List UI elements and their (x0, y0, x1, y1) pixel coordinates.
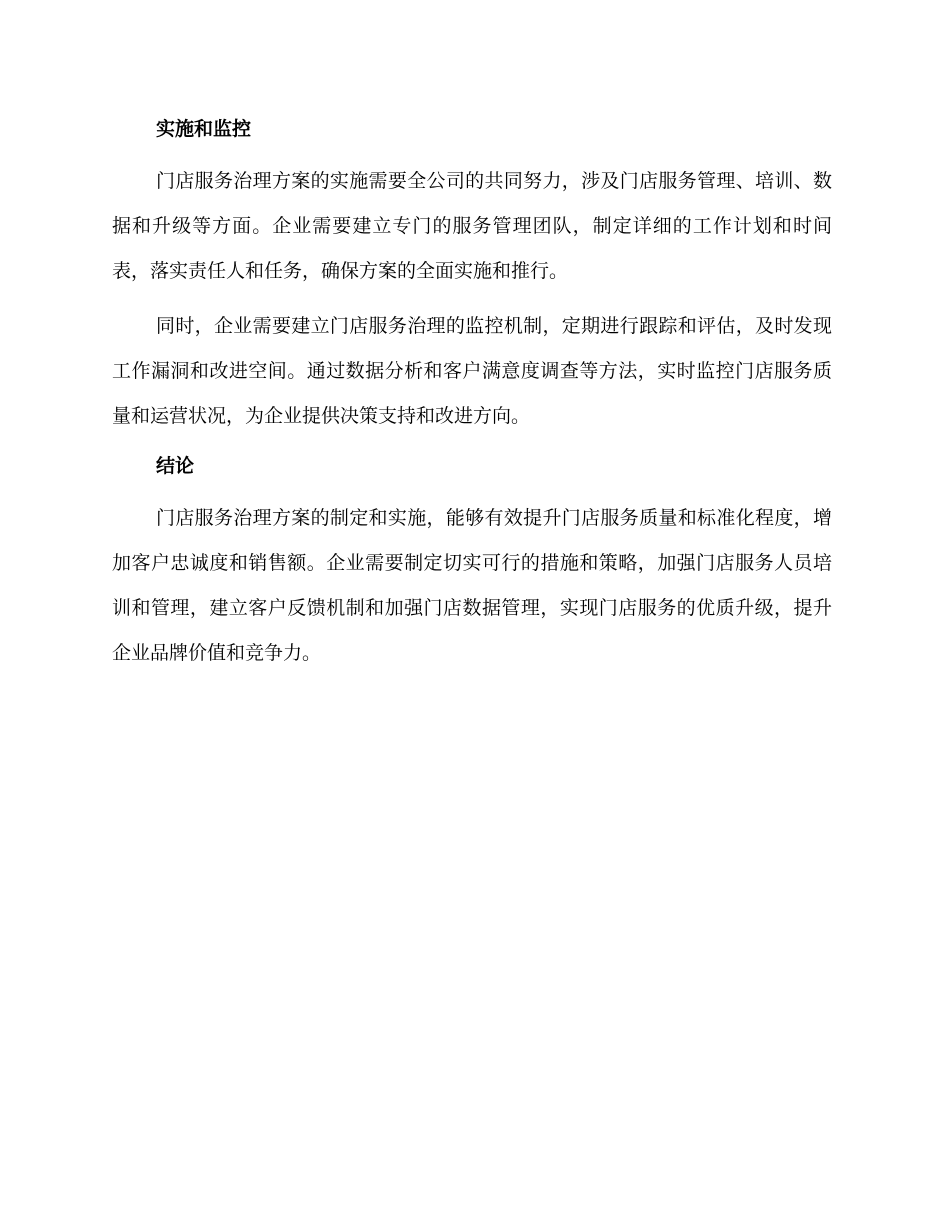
document-page (112, 112, 832, 686)
section-heading-conclusion: 结论 (156, 455, 195, 477)
section-heading-implementation: 实施和监控 (156, 118, 252, 140)
paragraph-implementation-1: 门店服务治理方案的实施需要全公司的共同努力，涉及门店服务管理、培训、数据和升级等方面。企业需要建立专门的服务管理团队，制定详细的工作计划和时间表，落实责任人和任务，确保方案的全面实施和推行。 (112, 170, 832, 282)
paragraph-implementation-2: 同时，企业需要建立门店服务治理的监控机制，定期进行跟踪和评估，及时发现工作漏洞和改进空间。通过数据分析和客户满意度调查等方法，实时监控门店服务质量和运营状况，为企业提供决策支持和改进方向。 (112, 315, 832, 427)
paragraph-conclusion-1: 门店服务治理方案的制定和实施，能够有效提升门店服务质量和标准化程度，增加客户忠诚度和销售额。企业需要制定切实可行的措施和策略，加强门店服务人员培训和管理，建立客户反馈机制和加强门店数据管理，实现门店服务的优质升级，提升企业品牌价值和竞争力。 (112, 507, 832, 664)
